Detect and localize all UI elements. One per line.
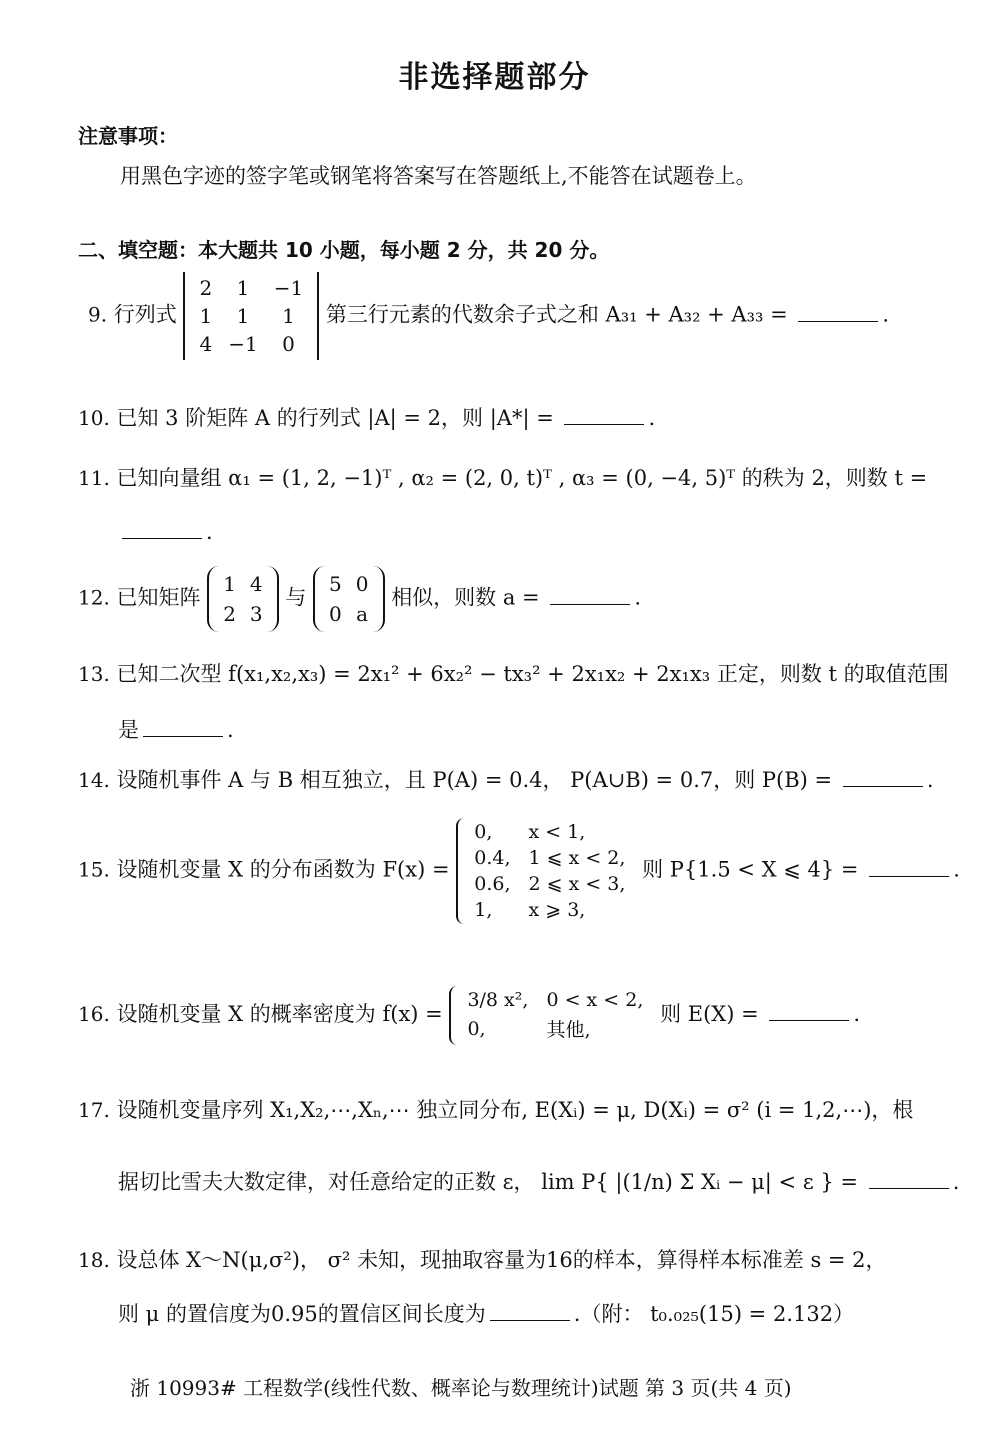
answer-blank[interactable] — [490, 1302, 570, 1321]
question-13-line2 — [118, 714, 234, 744]
question-number: 10. — [78, 406, 110, 430]
matrix-entry: 1 — [236, 304, 250, 328]
piecewise-density — [449, 986, 653, 1045]
question-18 — [78, 1244, 887, 1274]
determinant — [183, 272, 319, 360]
question-text: 则 μ 的置信度为0.95的置信区间长度为 — [118, 1302, 486, 1326]
period: . — [634, 585, 642, 610]
period: . — [206, 520, 213, 544]
question-number: 12. — [78, 585, 110, 610]
answer-blank[interactable] — [869, 858, 949, 877]
answer-blank[interactable] — [798, 303, 878, 322]
question-16 — [78, 986, 860, 1045]
question-text: 相似，则数 a = — [391, 585, 540, 610]
question-number: 15. — [78, 857, 110, 882]
question-text: 据切比雪夫大数定律，对任意给定的正数 ε， lim P{ |(1/n) Σ Xᵢ − μ| < ε } = — [118, 1170, 859, 1194]
matrix-1 — [207, 566, 278, 632]
matrix-entry: 1 — [282, 304, 295, 328]
question-text: 设随机变量序列 X₁,X₂,⋯,Xₙ,⋯ 独立同分布, E(Xᵢ) = μ, D(Xᵢ) = σ² (i = 1,2,⋯)，根 — [116, 1098, 914, 1122]
answer-blank[interactable] — [769, 1002, 849, 1021]
question-11-blank-line — [118, 520, 213, 544]
case-entry: x ⩾ 3, — [528, 899, 586, 921]
question-number: 9. — [88, 302, 108, 327]
question-text: 已知向量组 α₁ = (1, 2, −1)ᵀ , α₂ = (2, 0, t)ᵀ , α₃ = (0, −4, 5)ᵀ 的秩为 2，则数 t = — [116, 466, 928, 490]
period: . — [952, 1170, 960, 1194]
question-text: 设总体 X～N(μ,σ²)， σ² 未知，现抽取容量为16的样本，算得样本标准差 s = 2， — [116, 1248, 887, 1272]
matrix-entry: 1 — [223, 572, 236, 596]
case-entry: 1, — [474, 899, 493, 921]
period: . — [953, 857, 960, 882]
question-12 — [78, 566, 641, 632]
matrix-entry: 2 — [199, 276, 213, 300]
matrix-entry: 3 — [249, 602, 263, 626]
question-15 — [78, 818, 960, 924]
question-number: 13. — [78, 662, 110, 686]
case-entry: 0.6, — [474, 873, 511, 895]
matrix-entry: −1 — [273, 276, 304, 300]
case-entry: 0 < x < 2, — [546, 989, 644, 1011]
matrix-entry: 0 — [355, 572, 369, 596]
question-text: 设随机变量 X 的分布函数为 F(x) = — [116, 857, 450, 882]
matrix-entry: 4 — [249, 572, 263, 596]
question-text: 设随机变量 X 的概率密度为 f(x) = — [116, 1002, 443, 1026]
question-number: 18. — [78, 1248, 110, 1272]
question-14 — [78, 764, 934, 794]
matrix-entry: 4 — [199, 332, 213, 356]
matrix-entry: 0 — [329, 602, 342, 626]
answer-blank[interactable] — [550, 586, 630, 605]
case-entry: 2 ⩽ x < 3, — [528, 873, 626, 895]
question-number: 14. — [78, 768, 110, 792]
question-text: 已知矩阵 — [116, 585, 201, 610]
case-entry: 0, — [467, 1017, 486, 1040]
page-footer: 浙 10993# 工程数学(线性代数、概率论与数理统计)试题 第 3 页(共 4 页) — [130, 1376, 792, 1400]
matrix-entry: 2 — [223, 602, 236, 626]
answer-blank[interactable] — [564, 406, 644, 425]
answer-blank[interactable] — [143, 718, 223, 737]
page-title: 非选择题部分 — [398, 60, 591, 95]
question-text: 已知二次型 f(x₁,x₂,x₃) = 2x₁² + 6x₂² − tx₃² + 2x₁x₂ + 2x₁x₃ 正定，则数 t 的取值范围 — [116, 662, 949, 686]
matrix-entry: 1 — [199, 304, 213, 328]
question-9 — [88, 272, 889, 360]
answer-blank[interactable] — [843, 768, 923, 787]
period: . — [926, 768, 934, 792]
question-text: 与 — [285, 585, 307, 610]
question-number: 11. — [78, 466, 110, 490]
question-text: 是 — [118, 718, 139, 742]
matrix-entry: a — [356, 602, 369, 626]
matrix-entry: −1 — [228, 332, 258, 356]
matrix-2 — [313, 566, 384, 632]
section-heading: 二、填空题：本大题共 10 小题，每小题 2 分，共 20 分。 — [78, 238, 610, 262]
matrix-entry: 0 — [282, 332, 295, 356]
question-17 — [78, 1094, 913, 1124]
question-13 — [78, 658, 949, 688]
question-text: .（附： t₀.₀₂₅(15) = 2.132） — [573, 1302, 855, 1326]
case-entry: x < 1, — [528, 821, 586, 843]
period: . — [882, 302, 890, 327]
question-number: 16. — [78, 1002, 110, 1026]
question-11 — [78, 462, 927, 492]
case-entry: 1 ⩽ x < 2, — [528, 847, 626, 869]
matrix-entry: 5 — [329, 572, 342, 596]
question-10 — [78, 402, 655, 432]
period: . — [227, 718, 234, 742]
piecewise-function — [456, 818, 635, 924]
answer-blank[interactable] — [869, 1170, 949, 1189]
answer-blank[interactable] — [122, 520, 202, 539]
question-text: 则 E(X) = — [660, 1002, 759, 1026]
notice-text: 用黑色字迹的签字笔或钢笔将答案写在答题纸上,不能答在试题卷上。 — [120, 164, 757, 188]
case-entry: 0.4, — [474, 847, 511, 869]
question-text: 设随机事件 A 与 B 相互独立，且 P(A) = 0.4， P(A∪B) = 0.7，则 P(B) = — [116, 768, 833, 792]
notice-heading: 注意事项： — [78, 124, 178, 148]
question-text: 则 P{1.5 < X ⩽ 4} = — [642, 857, 859, 882]
period: . — [853, 1002, 861, 1026]
question-18-line2 — [118, 1298, 854, 1328]
question-text: 行列式 — [113, 302, 177, 327]
case-entry: 其他, — [546, 1019, 591, 1041]
question-text: 第三行元素的代数余子式之和 A₃₁ + A₃₂ + A₃₃ = — [325, 302, 788, 327]
question-text: 已知 3 阶矩阵 A 的行列式 |A| = 2，则 |A*| = — [116, 406, 554, 430]
period: . — [648, 406, 656, 430]
matrix-entry: 1 — [236, 276, 250, 300]
case-entry: 0, — [474, 821, 493, 843]
case-entry: 3/8 x², — [467, 989, 529, 1011]
question-number: 17. — [78, 1098, 110, 1122]
question-17-line2 — [118, 1166, 959, 1196]
